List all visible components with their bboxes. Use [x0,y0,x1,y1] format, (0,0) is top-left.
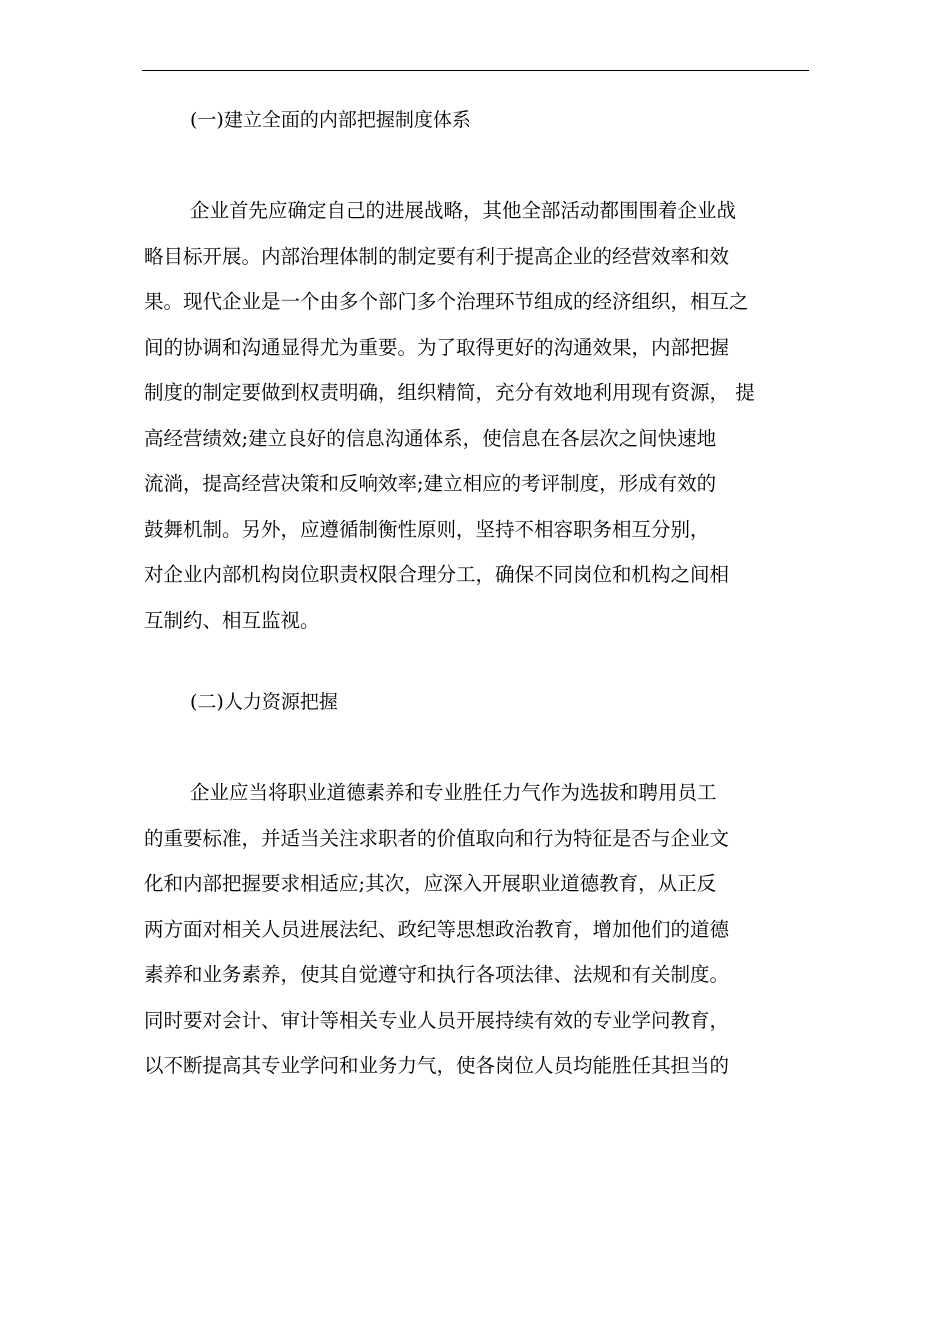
paragraph-line: 企业应当将职业道德素养和专业胜任力气作为选拔和聘用员工 [190,781,717,804]
paragraph-line: 的重要标准，并适当关注求职者的价值取向和行为特征是否与企业文 [144,826,730,850]
section-2-paragraph [144,777,824,1096]
section-1-heading: (一)建立全面的内部把握制度体系 [190,109,471,131]
paragraph-line: 企业首先应确定自己的进展战略，其他全部活动都围围着企业战 [190,199,737,222]
header-rule [142,70,809,71]
section-2-heading: (二)人力资源把握 [190,691,338,713]
paragraph-line: 高经营绩效;建立良好的信息沟通体系，使信息在各层次之间快速地 [144,426,717,450]
paragraph-line: 略目标开展。内部治理体制的制定要有利于提高企业的经营效率和效 [144,244,730,268]
paragraph-line: 互制约、相互监视。 [144,608,320,632]
paragraph-line: 鼓舞机制。另外，应遵循制衡性原则，坚持不相容职务相互分别， [144,517,710,541]
paragraph-line: 果。现代企业是一个由多个部门多个治理环节组成的经济组织，相互之 [144,290,749,313]
paragraph-line: 同时要对会计、审计等相关专业人员开展持续有效的专业学问教育， [144,1008,730,1032]
paragraph-line: 间的协调和沟通显得尤为重要。为了取得更好的沟通效果，内部把握 [144,335,730,359]
paragraph-line: 化和内部把握要求相适应;其次，应深入开展职业道德教育，从正反 [144,872,717,895]
paragraph-line: 对企业内部机构岗位职责权限合理分工，确保不同岗位和机构之间相 [144,563,730,586]
paragraph-line: 两方面对相关人员进展法纪、政纪等思想政治教育，增加他们的道德 [144,917,730,941]
paragraph-line: 流淌，提高经营决策和反响效率;建立相应的考评制度，形成有效的 [144,472,717,495]
section-1-paragraph [144,195,824,650]
paragraph-line: 以不断提高其专业学问和业务力气，使各岗位人员均能胜任其担当的 [144,1054,730,1077]
paragraph-line: 素养和业务素养，使其自觉遵守和执行各项法律、法规和有关制度。 [144,963,730,986]
paragraph-line: 制度的制定要做到权责明确，组织精简，充分有效地利用现有资源， 提 [144,381,755,404]
